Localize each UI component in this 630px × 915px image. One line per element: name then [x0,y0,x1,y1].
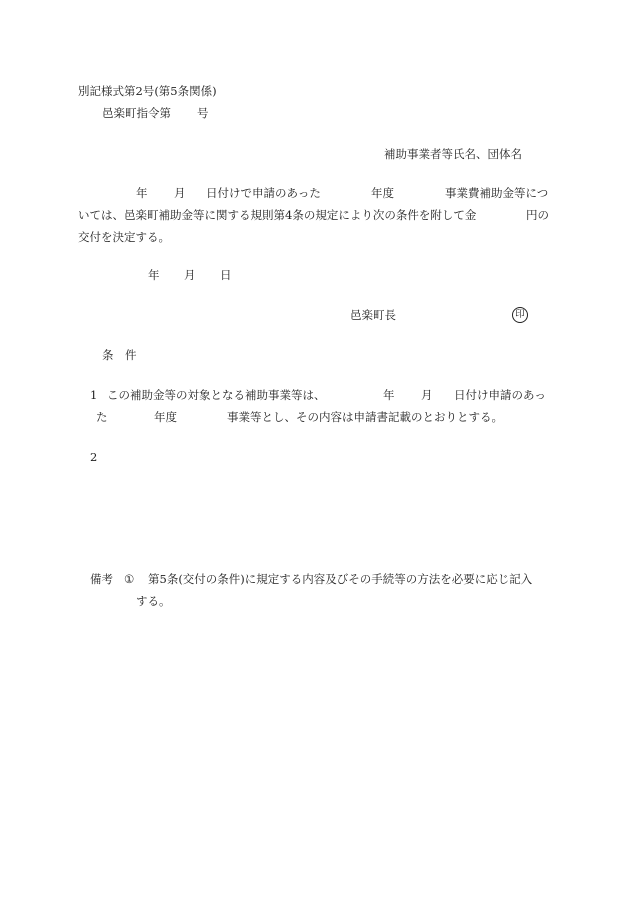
directive-prefix: 邑楽町指令第 [102,106,171,120]
date-month: 月 [184,268,196,282]
condition-1-line2-rest: 事業等とし、その内容は申請書記載のとおりとする。 [227,410,503,424]
conditions-heading: 条 件 [102,348,137,362]
condition-1-text: この補助金等の対象となる補助事業等は、 [107,388,326,402]
body-line-2: いては、邑楽町補助金等に関する規則第4条の規定により次の条件を附して金 [78,208,477,222]
body-yen: 円の [526,208,549,222]
form-number: 別記様式第2号(第5条関係) [78,84,217,98]
condition-1-line2-ta: た [96,410,108,424]
body-applied: 日付けで申請のあった [206,186,321,200]
body-fiscal-year: 年度 [371,186,394,200]
seal-mark: 印 [512,307,528,323]
remarks-item-marker: ① [124,572,135,586]
date-year: 年 [148,268,160,282]
condition-1-month: 月 [421,388,433,402]
directive-suffix: 号 [197,106,209,120]
recipient-name: 補助事業者等氏名、団体名 [384,147,522,161]
remarks-line-2: する。 [136,594,171,608]
body-line-3: 交付を決定する。 [78,230,170,244]
condition-2-number: 2 [90,450,98,464]
date-day: 日 [220,268,232,282]
condition-1-year: 年 [383,388,395,402]
condition-1-applied: 日付け申請のあっ [454,388,546,402]
mayor-title: 邑楽町長 [350,308,396,322]
condition-1-number: 1 [90,388,98,402]
body-year: 年 [136,186,148,200]
condition-1-line2-fiscal: 年度 [154,410,177,424]
body-month: 月 [174,186,186,200]
body-subsidy: 事業費補助金等につ [445,186,549,200]
remarks-label: 備考 [90,572,113,586]
remarks-line-1: 第5条(交付の条件)に規定する内容及びその手続等の方法を必要に応じ記入 [148,572,533,586]
